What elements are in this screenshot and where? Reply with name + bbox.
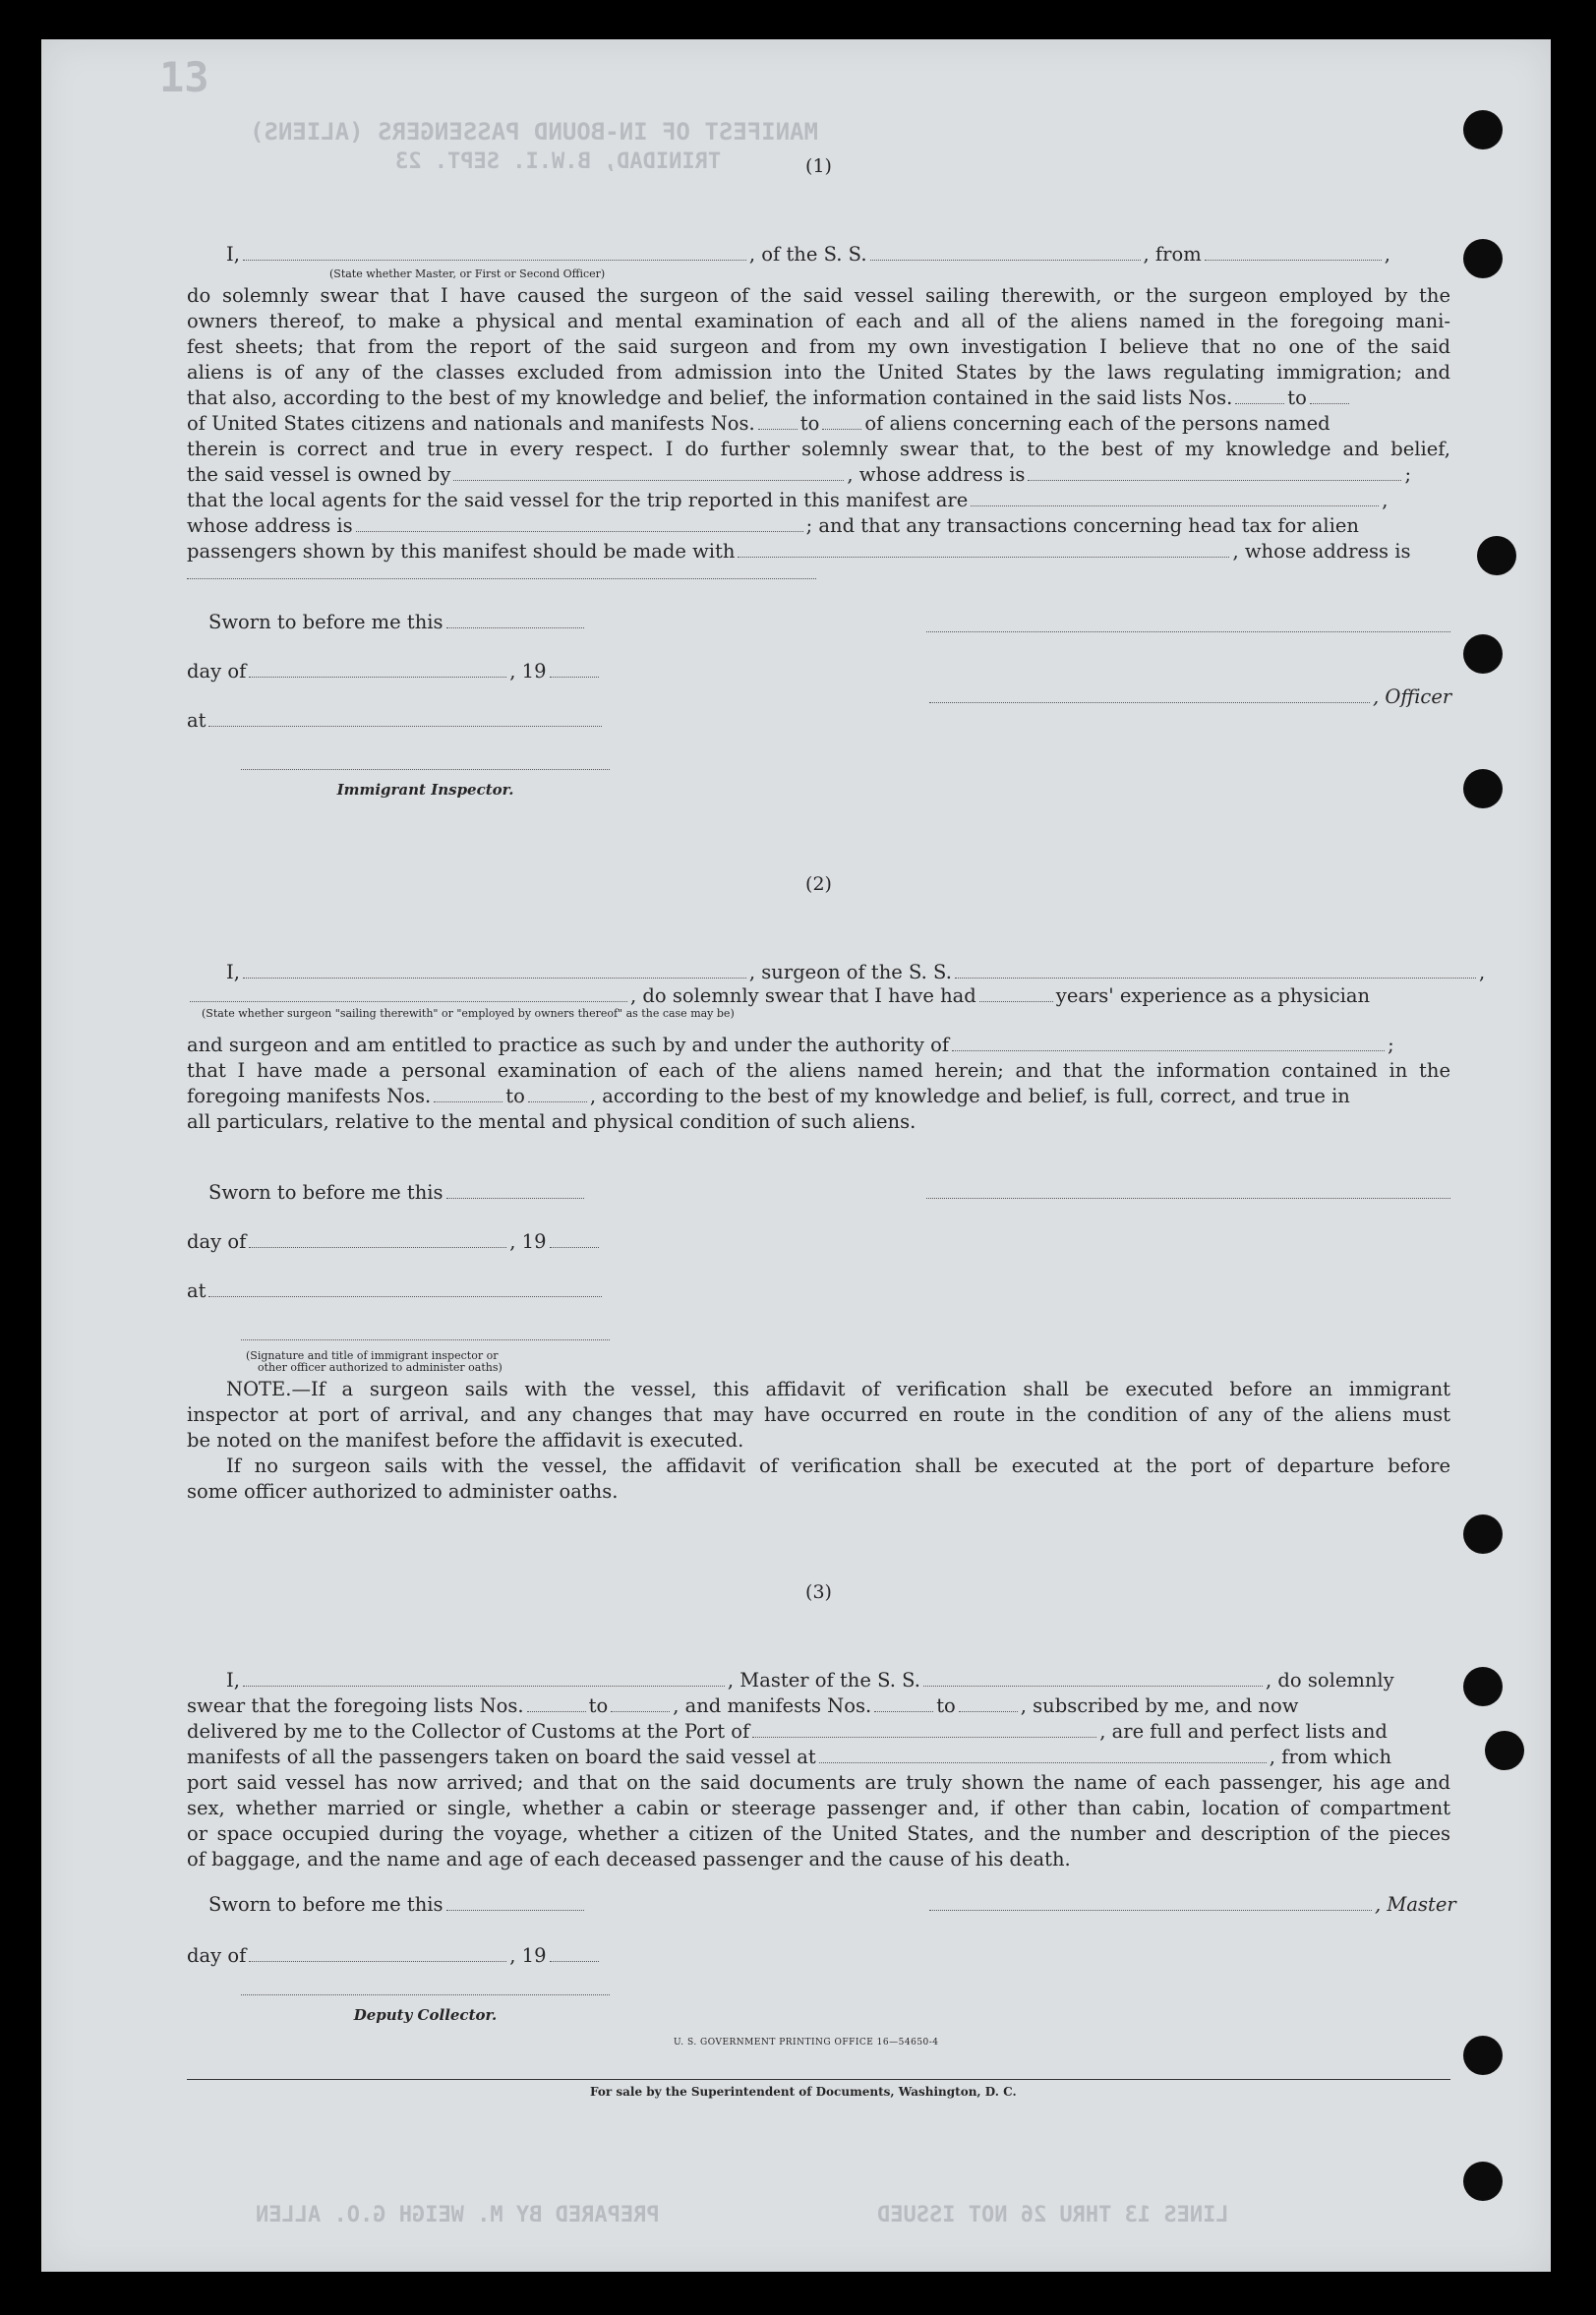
note-line: some officer authorized to administer oaths. [187,1480,619,1503]
text: , [1382,489,1389,511]
section-number: (2) [805,873,832,895]
document-page [41,39,1551,2272]
section2-para-line: that I have made a personal examination of each of the aliens named herein; and that the information contained in the [187,1059,1450,1082]
manifests-from-field[interactable] [758,413,798,430]
text: , do solemnly swear that I have had [630,984,976,1007]
officer-signature-top[interactable] [926,631,1450,632]
sub-surgeon-caption: (State whether surgeon "sailing therewith" or "employed by owners thereof" as the case may be) [202,1007,735,1020]
text: of aliens concerning each of the persons named [864,412,1330,435]
section1-para-line: aliens is of any of the classes excluded from admission into the United States by the laws regulating immigration; and [187,361,1450,384]
year-field[interactable] [550,661,599,678]
text: that the local agents for the said vessel for the trip reported in this manifest are [187,489,969,511]
section1-owner-line [187,462,1411,488]
inspector-signature-field[interactable] [241,1339,610,1340]
label-i: I, [226,961,240,983]
lists-to-field[interactable] [611,1695,670,1712]
section-number: (1) [805,155,832,177]
text: , according to the best of my knowledge and belief, is full, correct, and true in [589,1085,1350,1107]
at-place-field[interactable] [208,710,602,727]
text: Sworn to before me this [208,611,443,633]
section-number: (3) [805,1581,832,1603]
text: to [1287,386,1307,409]
lists-to-field[interactable] [1310,387,1349,404]
text: at [187,1279,207,1302]
surgeon-signature-field[interactable] [926,1198,1450,1199]
authority-field[interactable] [952,1035,1385,1051]
text: day of [187,1944,247,1967]
dayof-line [187,1229,602,1255]
text: to [505,1085,525,1107]
text: to [799,412,820,435]
boarding-port-field[interactable] [819,1747,1267,1763]
section1-address-line [187,513,1359,539]
surgeon-status-field[interactable] [190,985,627,1002]
punch-hole [1463,634,1503,674]
sig-caption: (Signature and title of immigrant inspector or [246,1349,499,1362]
punch-hole [1477,536,1516,575]
sub-officer-caption: (State whether Master, or First or Second Officer) [329,267,606,280]
sworn-date-field[interactable] [446,612,584,628]
sworn-date-field[interactable] [446,1182,584,1199]
section2-para-line: all particulars, relative to the mental and physical condition of such aliens. [187,1110,916,1133]
years-field[interactable] [979,985,1053,1002]
text: , Officer [1373,685,1452,708]
note [187,1377,1450,1514]
section3-lists-line [187,1693,1298,1719]
officer-signature-field[interactable] [929,686,1370,703]
text: ; [1404,463,1412,486]
note-line: inspector at port of arrival, and any changes that may have occurred en route in the condition of any of the aliens must [187,1403,1450,1426]
from-port-field[interactable] [1205,244,1382,261]
label-of-ss: , of the S. S. [748,243,867,266]
page-number: 13 [159,53,209,101]
text: , surgeon of the S. S. [748,961,952,983]
text: day of [187,1230,247,1253]
dayof-line [187,1943,602,1969]
text: to [936,1694,956,1717]
section-3 [187,1581,1456,1994]
footer [187,2036,1450,2099]
printing-office: U. S. GOVERNMENT PRINTING OFFICE 16—54650-4 [674,2038,939,2048]
footer-rule [187,2079,1450,2080]
text: ; [1388,1034,1394,1056]
text: , whose address is [1232,540,1411,563]
port-field[interactable] [752,1721,1096,1738]
deputy-caption: Deputy Collector. [353,2006,498,2024]
text: day of [187,660,247,683]
text: , do solemnly [1266,1669,1394,1692]
bleed-title: MANIFEST OF IN-BOUND PASSENGERS (ALIENS) [250,118,818,146]
sworn-line [208,1180,587,1206]
section1-manifests-line [187,411,1330,437]
deputy-signature-field[interactable] [241,1994,610,1995]
section1-line-officer: I, , of the S. S. , from , [226,243,1390,266]
section2-manifests-line [187,1084,1350,1109]
inspector-signature-field[interactable] [241,769,610,770]
master-name-field[interactable] [243,1670,725,1687]
text: ; and that any transactions concerning head tax for alien [805,514,1359,537]
lists-from-field[interactable] [1235,387,1284,404]
text: , whose address is [847,463,1026,486]
bleed-bottom-left: PREPARED BY M. WEIGH G.O. ALLEN [256,2203,660,2227]
master-signature-field[interactable] [929,1894,1372,1911]
text: , from which [1269,1746,1392,1768]
text: at [187,709,207,732]
section1-para-line: fest sheets; that from the report of the said surgeon and from my own investigation I believe that no one of the said [187,335,1450,358]
year-field[interactable] [550,1231,599,1248]
headtax-address-field[interactable] [187,578,816,579]
punch-hole [1463,2162,1503,2201]
section-1 [187,155,1452,799]
text: and surgeon and am entitled to practice as such by and under the authority of [187,1034,950,1056]
label-i: I, [226,243,240,266]
section1-para-line: therein is correct and true in every respect. I do further solemnly swear that, to the best of my knowledge and belief, [187,438,1450,460]
section3-boarded-line [187,1745,1391,1770]
text: , subscribed by me, and now [1020,1694,1299,1717]
punch-hole [1463,1667,1503,1706]
punch-hole [1463,239,1503,278]
section1-agents-line [187,488,1389,513]
text: to [588,1694,609,1717]
agents-address-field[interactable] [356,515,803,532]
text: , and manifests Nos. [673,1694,872,1717]
text: , 19 [509,660,547,683]
owner-field[interactable] [453,464,844,481]
text: that also, according to the best of my knowledge and belief, the information contained in the said lists Nos. [187,386,1233,409]
surgeon-name-field[interactable] [243,962,746,979]
text: years' experience as a physician [1055,984,1371,1007]
text: , 19 [509,1944,547,1967]
text: , Master of the S. S. [727,1669,921,1692]
inspector-caption: Immigrant Inspector. [336,781,514,799]
text: Sworn to before me this [208,1893,443,1916]
section1-lists-line [187,386,1352,411]
sworn-line [208,610,587,635]
text: , Master [1375,1893,1456,1916]
text: whose address is [187,514,353,537]
month-field[interactable] [249,1231,506,1248]
section2-line-surgeon: I, , surgeon of the S. S. , [226,961,1486,983]
manifests-from-field[interactable] [434,1086,502,1102]
section-2 [187,873,1486,1374]
section3-para-line: port said vessel has now arrived; and that on the said documents are truly shown the name of each passenger, his age and [187,1771,1450,1794]
punch-hole [1463,1514,1503,1554]
agents-field[interactable] [971,490,1379,506]
text: passengers shown by this manifest should be made with [187,540,736,563]
text: manifests of all the passengers taken on board the said vessel at [187,1746,816,1768]
text: , are full and perfect lists and [1099,1720,1388,1743]
section1-para-line: do solemnly swear that I have caused the surgeon of the said vessel sailing therewith, or the surgeon employed by the [187,284,1450,307]
punch-hole [1463,2036,1503,2075]
surgeon-vessel-field[interactable] [955,962,1476,979]
section1-headtax-line [187,539,1410,564]
vessel-name-field[interactable] [870,244,1141,261]
headtax-agent-field[interactable] [738,541,1229,558]
note-line: be noted on the manifest before the affidavit is executed. [187,1429,744,1452]
text: the said vessel is owned by [187,463,451,486]
punch-hole [1463,769,1503,808]
section2-line-experience [187,983,1370,1009]
text: swear that the foregoing lists Nos. [187,1694,524,1717]
bleed-bottom-right: LINES 13 THRU 26 NOT ISSUED [877,2203,1229,2227]
text: Sworn to before me this [208,1181,443,1204]
label-from: , from [1143,243,1202,266]
manifests-from-field[interactable] [874,1695,933,1712]
master-vessel-field[interactable] [923,1670,1263,1687]
dayof-line [187,659,602,684]
for-sale-note: For sale by the Superintendent of Documents, Washington, D. C. [590,2085,1017,2099]
manifests-to-field[interactable] [959,1695,1018,1712]
label-i: I, [226,1669,240,1692]
sworn-line [208,1892,587,1918]
officer-name-field[interactable] [243,244,746,261]
section3-line-master [187,1668,1394,1693]
master-signature-line [926,1892,1456,1918]
text: , 19 [509,1230,547,1253]
manifests-to-field[interactable] [528,1086,587,1102]
at-place-field[interactable] [208,1280,602,1297]
punch-hole [1485,1731,1524,1770]
year-field[interactable] [550,1945,599,1962]
text: delivered by me to the Collector of Customs at the Port of [187,1720,750,1743]
text: of United States citizens and nationals and manifests Nos. [187,412,755,435]
sig-caption: other officer authorized to administer oaths) [258,1361,502,1374]
section2-authority-line [187,1033,1394,1058]
officer-signature-line [926,684,1451,710]
text: foregoing manifests Nos. [187,1085,432,1107]
manifests-to-field[interactable] [822,413,861,430]
section3-para-line: or space occupied during the voyage, whether a citizen of the United States, and the number and description of the pieces [187,1822,1450,1845]
at-line [187,708,605,734]
month-field[interactable] [249,1945,506,1962]
punch-hole [1463,110,1503,149]
lists-from-field[interactable] [527,1695,586,1712]
at-line [187,1278,605,1304]
sworn-date-field[interactable] [446,1894,584,1911]
section1-para-line: owners thereof, to make a physical and mental examination of each and all of the aliens named in the foregoing mani- [187,310,1450,332]
section3-port-line [187,1719,1388,1745]
note-line: If no surgeon sails with the vessel, the affidavit of verification shall be executed at the port of departure before [226,1454,1450,1477]
note-line: NOTE.—If a surgeon sails with the vessel, this affidavit of verification shall be executed before an immigrant [226,1378,1450,1400]
bleed-subtitle: TRINIDAD, B.W.I. SEPT. 23 [395,149,722,174]
month-field[interactable] [249,661,506,678]
section3-para-line: of baggage, and the name and age of each deceased passenger and the cause of his death. [187,1848,1071,1870]
section3-para-line: sex, whether married or single, whether a cabin or steerage passenger and, if other than cabin, location of compartment [187,1797,1450,1819]
owner-address-field[interactable] [1028,464,1401,481]
